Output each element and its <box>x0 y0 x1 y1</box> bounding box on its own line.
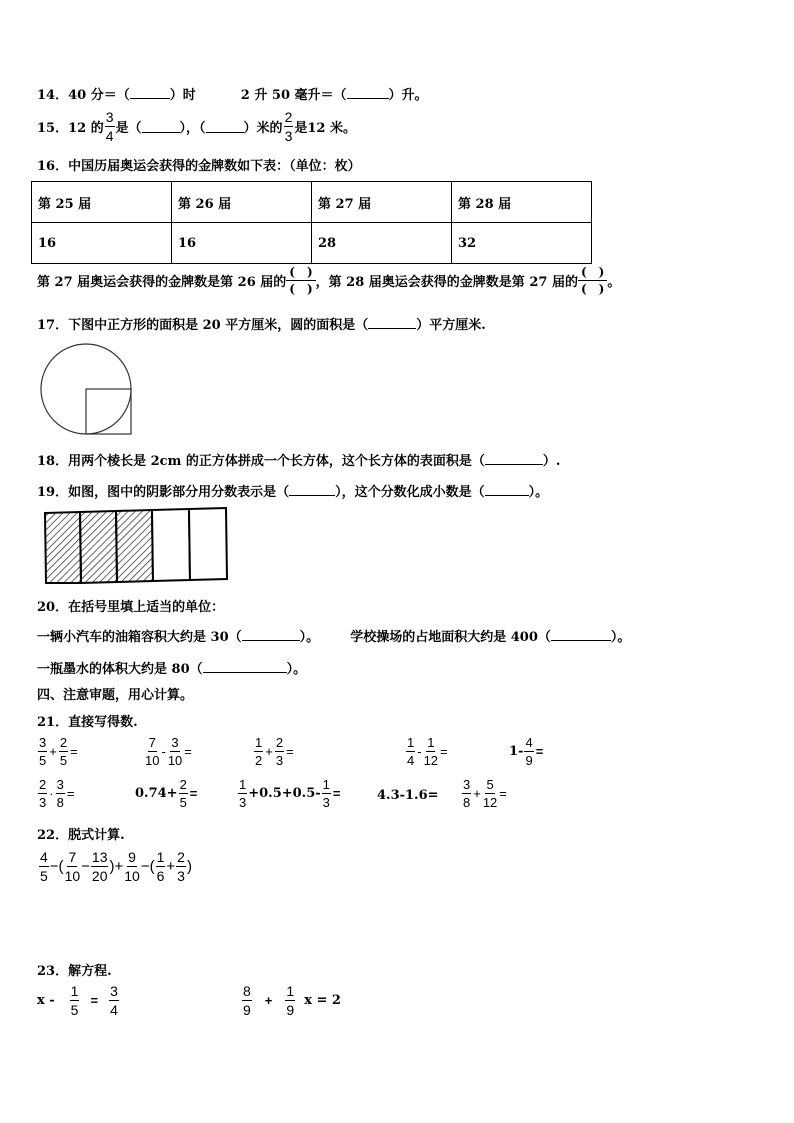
answer-blank[interactable] <box>347 86 389 99</box>
answer-blank[interactable] <box>206 120 244 133</box>
question-15: 15． 12 的 $\frac{3}{4}$ 是（ ），（ ）米的 $\frac{2}{3}$ 是12 米。 <box>37 109 356 144</box>
question-20-line1: 一辆小汽车的油箱容积大约是 30（ ）。 学校操场的占地面积大约是 400（ ）。 <box>37 630 631 645</box>
circle-square-figure <box>38 343 138 439</box>
expression-4: $\frac{1}{4}$ - $\frac{1}{12}$ = <box>407 735 448 768</box>
question-20-title: 20．在括号里填上适当的单位： <box>37 600 225 615</box>
expression-8: $\frac{1}{3}$ +0.5+0.5- $\frac{1}{3}$ = <box>239 777 341 810</box>
table-cell: 16 <box>172 223 312 264</box>
question-18: 18．用两个棱长是 2cm 的正方体拼成一个长方体，这个长方体的表面积是（ ）. <box>37 454 561 469</box>
shaded-part <box>116 510 153 582</box>
table-cell: 第 28 届 <box>452 182 592 223</box>
question-23-title: 23．解方程. <box>37 964 112 979</box>
unshaded-part <box>152 509 190 581</box>
question-16-statement: 第 27 届奥运会获得的金牌数是第 26 届的 $\frac{( )}{( )}$ ，第 28 届奥运会获得的金牌数是第 27 届的 $\frac{( )}{( )}$ 。 <box>37 265 621 296</box>
section-heading: 四、注意审题，用心计算。 <box>37 688 194 703</box>
expression-9: 4.3-1.6= <box>377 788 439 803</box>
answer-fraction[interactable]: $\frac{( )}{( )}$ <box>578 266 607 295</box>
expression-5: 1- $\frac{4}{9}$ = <box>509 735 544 768</box>
unshaded-part <box>189 508 227 580</box>
expression-2: $\frac{7}{10}$ - $\frac{3}{10}$ = <box>145 735 192 768</box>
expression-7: 0.74+ $\frac{2}{5}$ = <box>135 777 198 810</box>
table-cell: 第 26 届 <box>172 182 312 223</box>
shaded-rectangle-figure <box>42 505 232 587</box>
expression-1: $\frac{3}{5}$ + $\frac{2}{5}$ = <box>39 735 78 768</box>
answer-blank[interactable] <box>142 120 180 133</box>
table-cell: 第 25 届 <box>32 182 172 223</box>
fraction: $\frac{2}{3}$ <box>284 109 293 144</box>
answer-fraction[interactable]: $\frac{( )}{( )}$ <box>286 266 315 295</box>
equation-2: $\frac{8}{9}$ + $\frac{1}{9}$ x = 2 <box>243 983 341 1018</box>
expression-22: $\frac{4}{5}$ −( $\frac{7}{10}$ − $\frac{13}{20}$ )+ $\frac{9}{10}$ −( $\frac{1}{6}$ + $\frac{2}{3}$ ) <box>40 849 192 884</box>
fraction: $\frac{3}{4}$ <box>105 109 114 144</box>
question-14: 14．40 分＝（ ）时 2 升 50 毫升＝（ ）升。 <box>37 88 428 103</box>
expression-6: $\frac{2}{3}$ · $\frac{3}{8}$ = <box>39 777 75 810</box>
table-header-row <box>32 182 592 223</box>
answer-blank[interactable] <box>368 316 416 329</box>
table-cell: 第 27 届 <box>312 182 452 223</box>
answer-blank[interactable] <box>130 86 170 99</box>
medal-table <box>31 181 592 264</box>
answer-blank[interactable] <box>485 483 529 496</box>
answer-blank[interactable] <box>203 660 287 673</box>
question-20-line2: 一瓶墨水的体积大约是 80（ ）。 <box>37 662 307 677</box>
table-cell: 16 <box>32 223 172 264</box>
table-cell: 28 <box>312 223 452 264</box>
answer-blank[interactable] <box>551 628 611 641</box>
square-shape <box>86 389 131 434</box>
question-17: 17．下图中正方形的面积是 20 平方厘米，圆的面积是（ ）平方厘米. <box>37 318 486 333</box>
answer-blank[interactable] <box>289 483 335 496</box>
shaded-part <box>45 512 81 583</box>
expression-3: $\frac{1}{2}$ + $\frac{2}{3}$ = <box>255 735 294 768</box>
answer-blank[interactable] <box>242 628 300 641</box>
equation-1: x - $\frac{1}{5}$ = $\frac{3}{4}$ <box>37 983 118 1018</box>
table-row <box>32 223 592 264</box>
expression-10: $\frac{3}{8}$ + $\frac{5}{12}$ = <box>463 777 507 810</box>
table-cell: 32 <box>452 223 592 264</box>
question-16-title: 16．中国历届奥运会获得的金牌数如下表：（单位：枚） <box>37 159 361 174</box>
question-21-title: 21．直接写得数. <box>37 715 138 730</box>
question-22-title: 22．脱式计算. <box>37 828 125 843</box>
question-19: 19．如图，图中的阴影部分用分数表示是（ ），这个分数化成小数是（ ）。 <box>37 485 549 500</box>
shaded-part <box>80 511 117 583</box>
answer-blank[interactable] <box>485 452 543 465</box>
